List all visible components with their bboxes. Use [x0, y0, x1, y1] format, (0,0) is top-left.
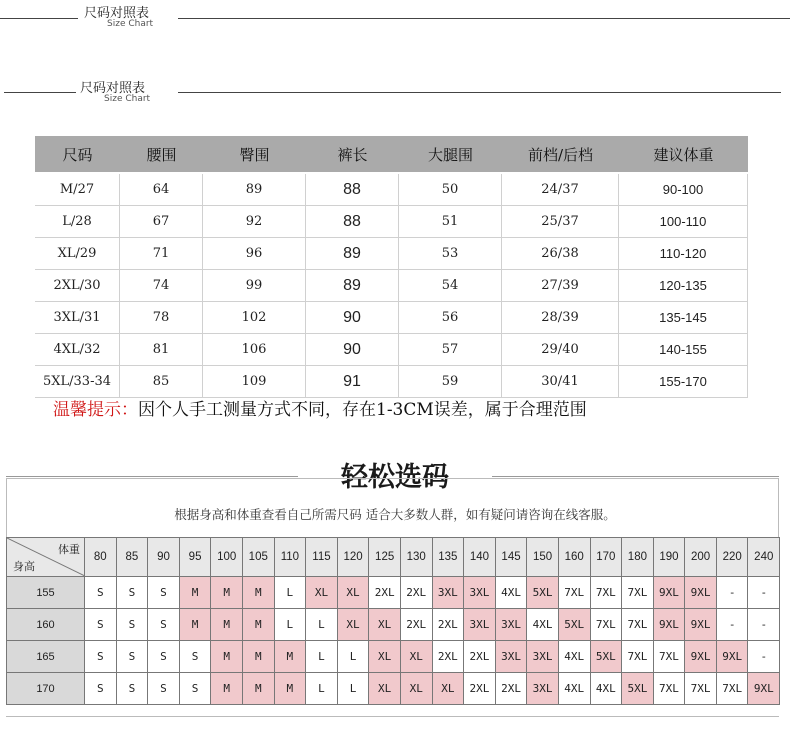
size-cell: M/27: [35, 174, 120, 206]
size-row: [35, 174, 748, 206]
column-header: 前档/后档: [502, 136, 619, 174]
size-recommendation-cell: M: [179, 609, 211, 641]
weight-header: 100: [211, 538, 243, 577]
size-recommendation-cell: 2XL: [400, 577, 432, 609]
size-recommendation-cell: XL: [337, 609, 369, 641]
size-recommendation-cell: M: [274, 673, 306, 705]
bottom-divider: [6, 716, 779, 717]
size-recommendation-cell: XL: [369, 609, 401, 641]
fit-chart-title: 轻松选码: [341, 462, 449, 493]
height-label: 160: [7, 609, 85, 641]
header-divider-left: [4, 92, 76, 93]
size-cell: 71: [120, 238, 203, 270]
size-recommendation-cell: XL: [369, 673, 401, 705]
weight-header: 95: [179, 538, 211, 577]
size-recommendation-cell: XL: [400, 673, 432, 705]
size-row: [35, 206, 748, 238]
size-cell: 28/39: [502, 302, 619, 334]
size-recommendation-cell: L: [306, 673, 338, 705]
size-cell: 90: [306, 334, 399, 366]
height-label: 170: [7, 673, 85, 705]
size-recommendation-cell: 9XL: [653, 577, 685, 609]
size-cell: 30/41: [502, 366, 619, 398]
size-cell: 64: [120, 174, 203, 206]
size-recommendation-cell: L: [274, 609, 306, 641]
height-row: [7, 577, 780, 609]
size-recommendation-cell: 2XL: [369, 577, 401, 609]
weight-header: 105: [242, 538, 274, 577]
column-header: 臀围: [203, 136, 306, 174]
size-table-header-row: [35, 136, 748, 174]
size-cell: 53: [399, 238, 502, 270]
size-recommendation-cell: L: [337, 641, 369, 673]
size-recommendation-cell: L: [306, 641, 338, 673]
size-recommendation-cell: 4XL: [558, 641, 590, 673]
size-recommendation-cell: 4XL: [495, 577, 527, 609]
size-recommendation-cell: 2XL: [464, 641, 496, 673]
header-divider-left: [0, 18, 78, 19]
size-recommendation-cell: M: [179, 577, 211, 609]
size-cell: 89: [203, 174, 306, 206]
size-chart-header-1: [0, 0, 790, 40]
size-recommendation-cell: 2XL: [464, 673, 496, 705]
size-measurement-table: [35, 136, 748, 398]
size-recommendation-cell: S: [148, 641, 180, 673]
size-cell: 106: [203, 334, 306, 366]
size-recommendation-cell: 4XL: [558, 673, 590, 705]
size-row: [35, 366, 748, 398]
size-cell: 56: [399, 302, 502, 334]
weight-header: 125: [369, 538, 401, 577]
size-recommendation-cell: 9XL: [716, 641, 748, 673]
size-cell: 120-135: [619, 270, 748, 302]
weight-header: 140: [464, 538, 496, 577]
size-recommendation-cell: M: [242, 641, 274, 673]
size-cell: 92: [203, 206, 306, 238]
size-cell: 74: [120, 270, 203, 302]
weight-header-row: [7, 538, 780, 577]
size-cell: 25/37: [502, 206, 619, 238]
measurement-tip: [53, 395, 587, 420]
size-recommendation-cell: S: [148, 673, 180, 705]
column-header: 腰围: [120, 136, 203, 174]
size-recommendation-cell: 2XL: [495, 673, 527, 705]
size-cell: 50: [399, 174, 502, 206]
size-recommendation-cell: 5XL: [590, 641, 622, 673]
size-recommendation-cell: 2XL: [432, 609, 464, 641]
size-recommendation-cell: 9XL: [748, 673, 780, 705]
size-recommendation-cell: M: [242, 609, 274, 641]
size-cell: 85: [120, 366, 203, 398]
size-cell: 51: [399, 206, 502, 238]
column-header: 建议体重: [619, 136, 748, 174]
tip-label: 温馨提示：: [53, 400, 138, 420]
header-subtitle: Size Chart: [107, 19, 154, 29]
height-row: [7, 641, 780, 673]
size-cell: 110-120: [619, 238, 748, 270]
size-recommendation-cell: 5XL: [622, 673, 654, 705]
weight-header: 110: [274, 538, 306, 577]
size-recommendation-cell: 3XL: [464, 577, 496, 609]
weight-header: 145: [495, 538, 527, 577]
height-row: [7, 609, 780, 641]
weight-header: 120: [337, 538, 369, 577]
size-recommendation-cell: 9XL: [685, 609, 717, 641]
size-recommendation-cell: 2XL: [400, 609, 432, 641]
size-recommendation-cell: 7XL: [622, 577, 654, 609]
size-row: [35, 302, 748, 334]
weight-header: 85: [116, 538, 148, 577]
size-recommendation-cell: XL: [432, 673, 464, 705]
size-recommendation-cell: 3XL: [495, 609, 527, 641]
size-recommendation-cell: S: [116, 609, 148, 641]
size-recommendation-cell: M: [211, 673, 243, 705]
size-recommendation-cell: XL: [337, 577, 369, 609]
header-title: 尺码对照表: [84, 6, 150, 21]
fit-chart-subtitle: 根据身高和体重查看自己所需尺码 适合大多数人群，如有疑问请咨询在线客服。: [174, 507, 616, 522]
size-recommendation-cell: 3XL: [432, 577, 464, 609]
size-recommendation-cell: S: [85, 577, 117, 609]
height-weight-size-table: [6, 537, 780, 705]
size-cell: 5XL/33-34: [35, 366, 120, 398]
size-recommendation-cell: M: [211, 641, 243, 673]
size-recommendation-cell: 3XL: [495, 641, 527, 673]
size-recommendation-cell: 3XL: [464, 609, 496, 641]
size-cell: 88: [306, 174, 399, 206]
height-row: [7, 673, 780, 705]
size-cell: 29/40: [502, 334, 619, 366]
size-cell: 89: [306, 270, 399, 302]
size-row: [35, 270, 748, 302]
weight-header: 240: [748, 538, 780, 577]
header-divider-right: [178, 18, 790, 19]
weight-header: 90: [148, 538, 180, 577]
size-cell: 67: [120, 206, 203, 238]
size-cell: XL/29: [35, 238, 120, 270]
size-recommendation-cell: 7XL: [622, 641, 654, 673]
size-cell: 3XL/31: [35, 302, 120, 334]
size-recommendation-cell: M: [211, 609, 243, 641]
weight-header: 80: [85, 538, 117, 577]
weight-axis-label: 体重: [58, 544, 80, 556]
weight-header: 150: [527, 538, 559, 577]
weight-header: 130: [400, 538, 432, 577]
size-recommendation-cell: XL: [306, 577, 338, 609]
size-recommendation-cell: 3XL: [527, 641, 559, 673]
size-recommendation-cell: 4XL: [590, 673, 622, 705]
size-cell: 90-100: [619, 174, 748, 206]
size-recommendation-cell: 7XL: [653, 641, 685, 673]
weight-header: 160: [558, 538, 590, 577]
weight-header: 180: [622, 538, 654, 577]
height-label: 165: [7, 641, 85, 673]
size-recommendation-cell: 5XL: [558, 609, 590, 641]
size-cell: 78: [120, 302, 203, 334]
size-cell: 88: [306, 206, 399, 238]
size-recommendation-cell: 5XL: [527, 577, 559, 609]
weight-header: 200: [685, 538, 717, 577]
size-recommendation-cell: 7XL: [590, 609, 622, 641]
size-cell: L/28: [35, 206, 120, 238]
size-recommendation-cell: M: [274, 641, 306, 673]
corner-cell: [7, 538, 85, 577]
size-row: [35, 238, 748, 270]
column-header: 裤长: [306, 136, 399, 174]
size-recommendation-cell: S: [85, 609, 117, 641]
size-cell: 96: [203, 238, 306, 270]
size-recommendation-cell: M: [242, 577, 274, 609]
size-cell: 91: [306, 366, 399, 398]
size-recommendation-cell: XL: [400, 641, 432, 673]
size-recommendation-cell: XL: [369, 641, 401, 673]
size-recommendation-cell: L: [337, 673, 369, 705]
size-recommendation-cell: S: [116, 673, 148, 705]
size-cell: 155-170: [619, 366, 748, 398]
weight-header: 135: [432, 538, 464, 577]
height-axis-label: 身高: [13, 561, 35, 573]
size-recommendation-cell: 9XL: [653, 609, 685, 641]
height-label: 155: [7, 577, 85, 609]
header-title: 尺码对照表: [80, 81, 146, 96]
weight-header: 190: [653, 538, 685, 577]
size-cell: 81: [120, 334, 203, 366]
size-cell: 2XL/30: [35, 270, 120, 302]
size-cell: 4XL/32: [35, 334, 120, 366]
size-recommendation-cell: 7XL: [622, 609, 654, 641]
size-recommendation-cell: S: [179, 641, 211, 673]
size-recommendation-cell: 9XL: [685, 641, 717, 673]
size-recommendation-cell: S: [116, 641, 148, 673]
size-recommendation-cell: 3XL: [527, 673, 559, 705]
size-recommendation-cell: 7XL: [558, 577, 590, 609]
size-cell: 99: [203, 270, 306, 302]
size-cell: 140-155: [619, 334, 748, 366]
size-recommendation-cell: -: [716, 577, 748, 609]
size-recommendation-cell: -: [748, 609, 780, 641]
size-cell: 24/37: [502, 174, 619, 206]
size-recommendation-cell: -: [748, 641, 780, 673]
tip-text: 因个人手工测量方式不同，存在1-3CM误差，属于合理范围: [138, 400, 587, 420]
size-recommendation-cell: M: [211, 577, 243, 609]
size-recommendation-cell: S: [179, 673, 211, 705]
size-cell: 90: [306, 302, 399, 334]
size-cell: 89: [306, 238, 399, 270]
size-recommendation-cell: 7XL: [685, 673, 717, 705]
size-chart-header-2: [0, 74, 790, 114]
size-recommendation-cell: 9XL: [685, 577, 717, 609]
size-recommendation-cell: S: [148, 577, 180, 609]
size-cell: 102: [203, 302, 306, 334]
size-recommendation-cell: 7XL: [590, 577, 622, 609]
size-cell: 54: [399, 270, 502, 302]
size-recommendation-cell: L: [274, 577, 306, 609]
size-recommendation-cell: M: [242, 673, 274, 705]
size-recommendation-cell: 7XL: [716, 673, 748, 705]
weight-header: 220: [716, 538, 748, 577]
column-header: 尺码: [35, 136, 120, 174]
size-cell: 59: [399, 366, 502, 398]
size-cell: 57: [399, 334, 502, 366]
size-row: [35, 334, 748, 366]
size-recommendation-cell: S: [116, 577, 148, 609]
weight-header: 115: [306, 538, 338, 577]
header-subtitle: Size Chart: [104, 94, 151, 104]
size-recommendation-cell: 4XL: [527, 609, 559, 641]
size-cell: 135-145: [619, 302, 748, 334]
size-recommendation-cell: 7XL: [653, 673, 685, 705]
column-header: 大腿围: [399, 136, 502, 174]
weight-header: 170: [590, 538, 622, 577]
header-divider-right: [178, 92, 781, 93]
size-cell: 100-110: [619, 206, 748, 238]
size-recommendation-cell: S: [85, 641, 117, 673]
size-recommendation-cell: L: [306, 609, 338, 641]
size-recommendation-cell: 2XL: [432, 641, 464, 673]
size-cell: 26/38: [502, 238, 619, 270]
size-recommendation-cell: -: [748, 577, 780, 609]
size-recommendation-cell: S: [148, 609, 180, 641]
size-recommendation-cell: S: [85, 673, 117, 705]
size-recommendation-cell: -: [716, 609, 748, 641]
size-cell: 27/39: [502, 270, 619, 302]
size-cell: 109: [203, 366, 306, 398]
